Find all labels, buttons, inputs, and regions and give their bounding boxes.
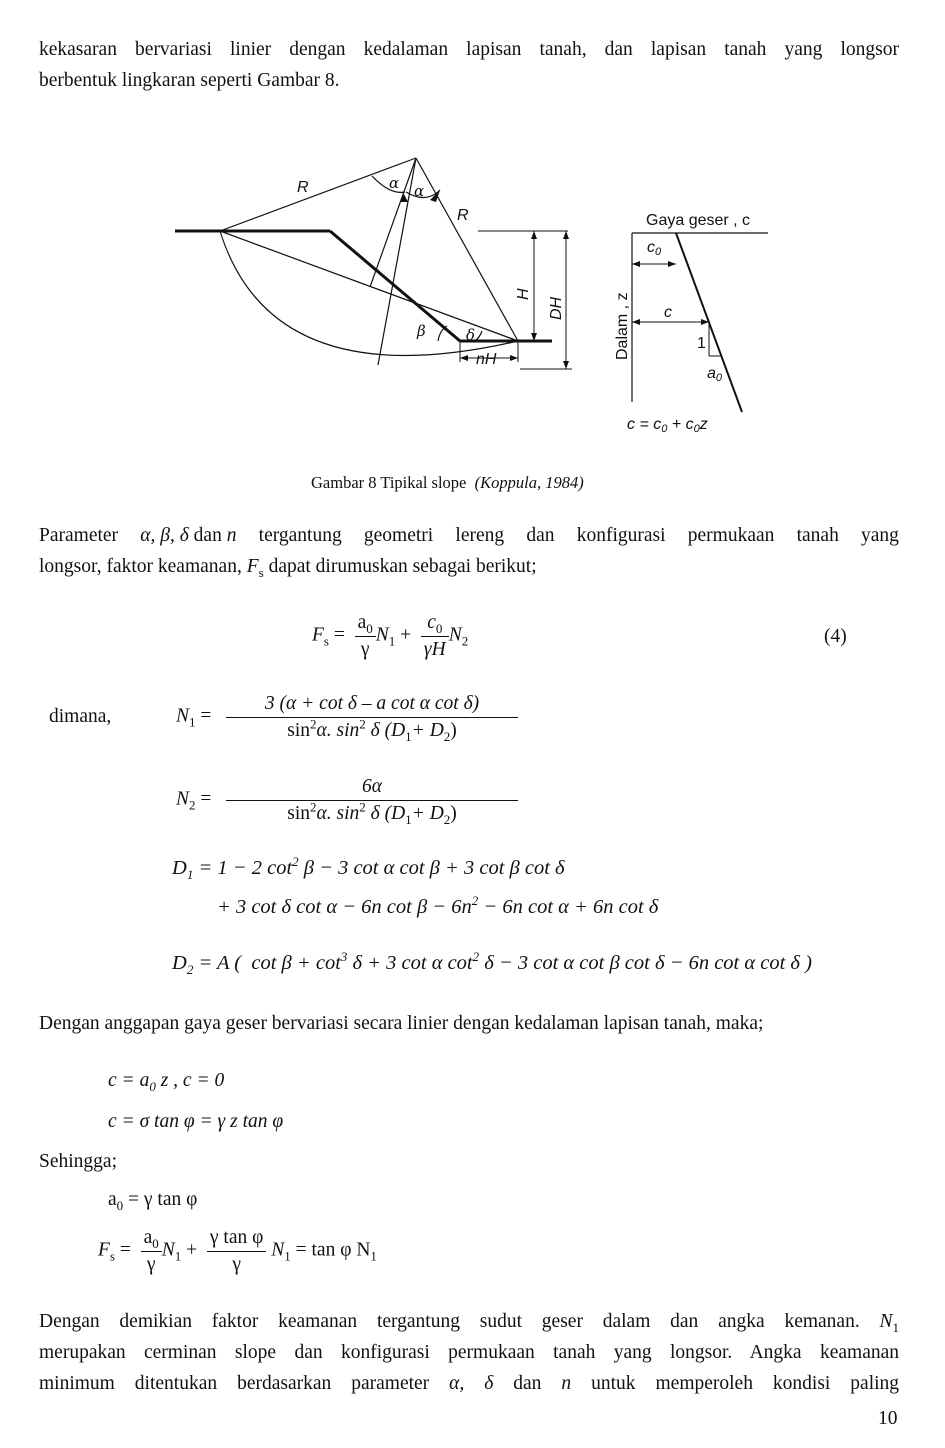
caption-main: Gambar 8 Tipikal slope	[311, 473, 467, 492]
caption-reference: (Koppula, 1984)	[474, 473, 584, 492]
label-c: c	[664, 304, 672, 321]
d2-definition: $D_2 = A$ ( $\cot \beta + \cot^3 \delta + 3$ cot α $\cot^2 \delta - 3$ cot α cot β cot δ − 6n cot α cot δ )	[172, 949, 812, 978]
label-H: H	[515, 288, 532, 300]
equation-4: $F_s$ = $\frac{a_0}{\gamma}$ $N_1$ + $\frac{c_0}{\gamma H}$ $N_2$	[312, 612, 469, 660]
equation-c-sigma: c = σ tan φ = γ z tan φ	[108, 1111, 284, 1132]
intro-line-2: berbentuk lingkaran seperti Gambar 8.	[39, 70, 340, 91]
shear-title: Gaya geser , c	[646, 212, 751, 229]
param-line-1: Parameter α, β, δ dan n tergantung geometri lereng dan konfigurasi permukaan tanah yang	[39, 525, 899, 546]
label-alpha-1: α	[389, 174, 400, 192]
param-paragraph	[39, 520, 899, 582]
label-R-left: R	[297, 179, 309, 196]
radius-right-line	[416, 158, 518, 341]
eqd-fraction-2: $\frac{\text{γ tan φ}}{\gamma}$	[207, 1228, 266, 1274]
final-line-3: minimum ditentukan berdasarkan parameter α, δ dan n untuk memperoleh kondisi paling	[39, 1373, 900, 1394]
figure-caption	[311, 475, 584, 492]
intro-paragraph	[39, 34, 899, 96]
shear-axis-label: Dalam , z	[614, 292, 631, 360]
label-nH: nH	[476, 351, 497, 368]
radius-left-line	[220, 158, 416, 231]
label-a0: a0	[707, 365, 723, 384]
page-number: 10	[878, 1408, 898, 1429]
equation-a0: $a_0 = \gamma$ tan φ	[108, 1189, 198, 1213]
slope-face-line	[330, 231, 460, 341]
label-delta: δ	[466, 326, 476, 344]
label-beta: β	[417, 322, 426, 340]
intro-line-1: kekasaran bervariasi linier dengan kedalaman lapisan tanah, dan lapisan tanah yang longsor	[39, 39, 899, 60]
eq4-fraction-2: $\frac{c_0}{\gamma H}$	[421, 613, 449, 659]
shear-formula: c = c0 + c0z	[627, 416, 708, 435]
d1-line-1: $D_1 = 1 - 2$ $\cot^2 \beta - 3$ cot α cot β + 3 cot β cot δ	[172, 854, 565, 883]
equation-number: (4)	[824, 626, 847, 647]
n2-fraction: $\frac{6\alpha}{\sin^2\alpha. \sin^2 \delta (D_1+ D_2)}$	[226, 777, 518, 823]
eqd-fraction-1: $\frac{a_0}{\gamma}$	[141, 1228, 162, 1274]
equation-c-a0z: $c = a_0$ z , c = 0	[108, 1070, 225, 1094]
label-c0: c0	[647, 239, 662, 258]
d1-line-2: + 3 cot δ cot α − 6n $\cot \beta - 6n^2 - 6n$ cot α + 6n cot δ	[217, 893, 659, 918]
final-paragraph	[39, 1306, 899, 1399]
equation-fs-final: $F_s$ = $\frac{a_0}{\gamma}$ $N_1$ + $\frac{\text{γ tan φ}}{\gamma}$ $N_1 = \tan \varphi$ $N_1$	[98, 1227, 377, 1275]
label-one: 1	[697, 335, 706, 352]
dengan-anggapan-line: Dengan anggapan gaya geser bervariasi secara linier dengan kedalaman lapisan tanah, maka;	[39, 1013, 764, 1034]
label-R-right: R	[457, 207, 469, 224]
dimana-label: dimana,	[49, 706, 112, 727]
eq4-fraction-1: $\frac{a_0}{\gamma}$	[355, 613, 376, 659]
sehingga-label: Sehingga;	[39, 1151, 117, 1172]
label-alpha-2: α	[414, 182, 425, 200]
n2-definition: $N_2$ = $\frac{6\alpha}{\sin^2\alpha. \sin^2 \delta (D_1+ D_2)}$	[176, 777, 518, 823]
label-DH: DH	[548, 296, 565, 320]
n1-definition: $N_1$ = $\frac{\text{3 (α + cot δ – a cot α cot δ)}}{\sin^2\alpha. \sin^2 \delta (D_1+ D_2)}$	[176, 694, 518, 740]
final-line-2: merupakan cerminan slope dan konfigurasi permukaan tanah yang longsor. Angka keamanan	[39, 1342, 899, 1363]
final-line-1: Dengan demikian faktor keamanan tergantung sudut geser dalam dan angka kemanan. $N_1$	[39, 1311, 900, 1335]
param-line-2: longsor, faktor keamanan, $F_s$ dapat dirumuskan sebagai berikut;	[39, 556, 537, 580]
n1-fraction: $\frac{\text{3 (α + cot δ – a cot α cot δ)}}{\sin^2\alpha. \sin^2 \delta (D_1+ D_2)}$	[226, 694, 518, 740]
chord-line	[220, 231, 518, 341]
